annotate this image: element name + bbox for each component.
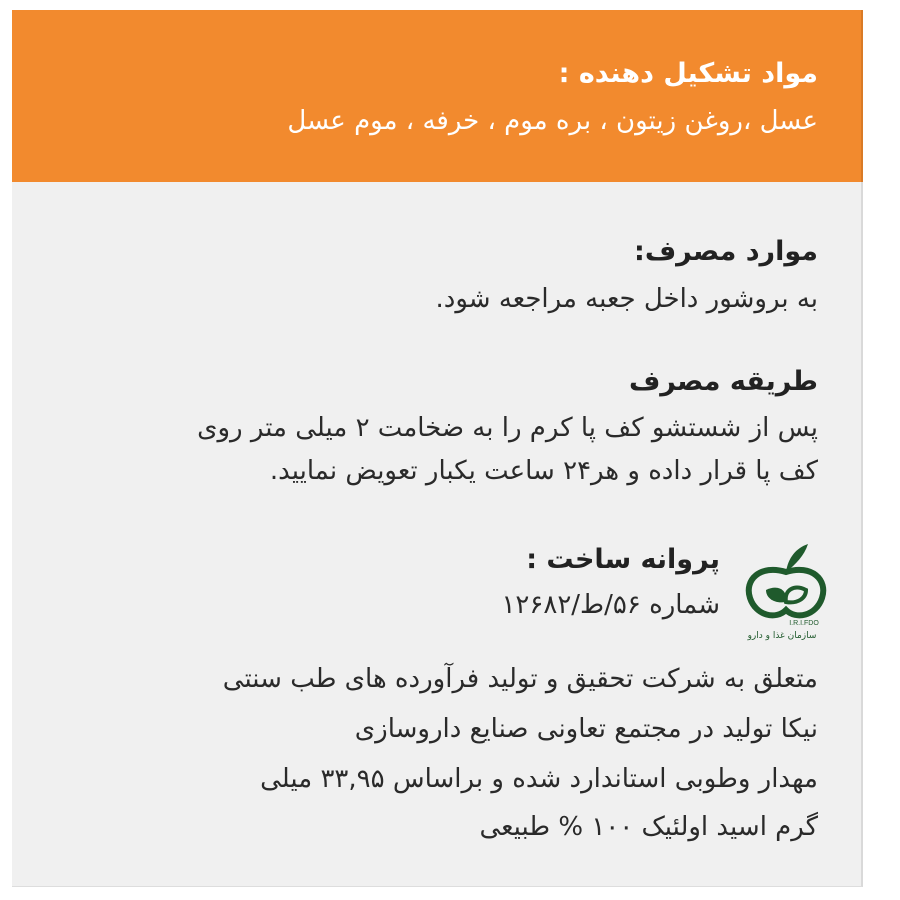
- emblem-label-fa: سازمان غذا و دارو: [747, 631, 817, 641]
- ingredients-band: [12, 10, 863, 182]
- method-line-2: کف پا قرار داده و هر۲۴ ساعت یکبار تعویض نمایید.: [269, 456, 818, 486]
- emblem-label-en: I.R.I.FDO: [789, 620, 819, 627]
- company-line-4: گرم اسید اولئیک ۱۰۰ % طبیعی: [479, 812, 818, 842]
- license-heading: پروانه ساخت :: [526, 544, 720, 575]
- usage-heading: موارد مصرف:: [634, 236, 818, 267]
- method-line-1: پس از شستشو کف پا کرم را به ضخامت ۲ میلی متر روی: [197, 413, 818, 443]
- company-line-2: نیکا تولید در مجتمع تعاونی صنایع داروسازی: [354, 714, 818, 744]
- license-number: شماره ۵۶/ط/۱۲۶۸۲: [501, 590, 720, 620]
- method-heading: طریقه مصرف: [628, 366, 818, 397]
- company-line-3: مهدار وطوبی استاندارد شده و براساس ۳۳,۹۵ میلی: [260, 764, 818, 794]
- ingredients-text: عسل ،روغن زیتون ، بره موم ، خرفه ، موم عسل: [287, 106, 818, 136]
- company-line-1: متعلق به شرکت تحقیق و تولید فرآورده های طب سنتی: [222, 664, 818, 694]
- fda-emblem-icon: [736, 532, 836, 644]
- usage-text: به بروشور داخل جعبه مراجعه شود.: [435, 284, 818, 314]
- ingredients-heading: مواد تشکیل دهنده :: [558, 58, 818, 89]
